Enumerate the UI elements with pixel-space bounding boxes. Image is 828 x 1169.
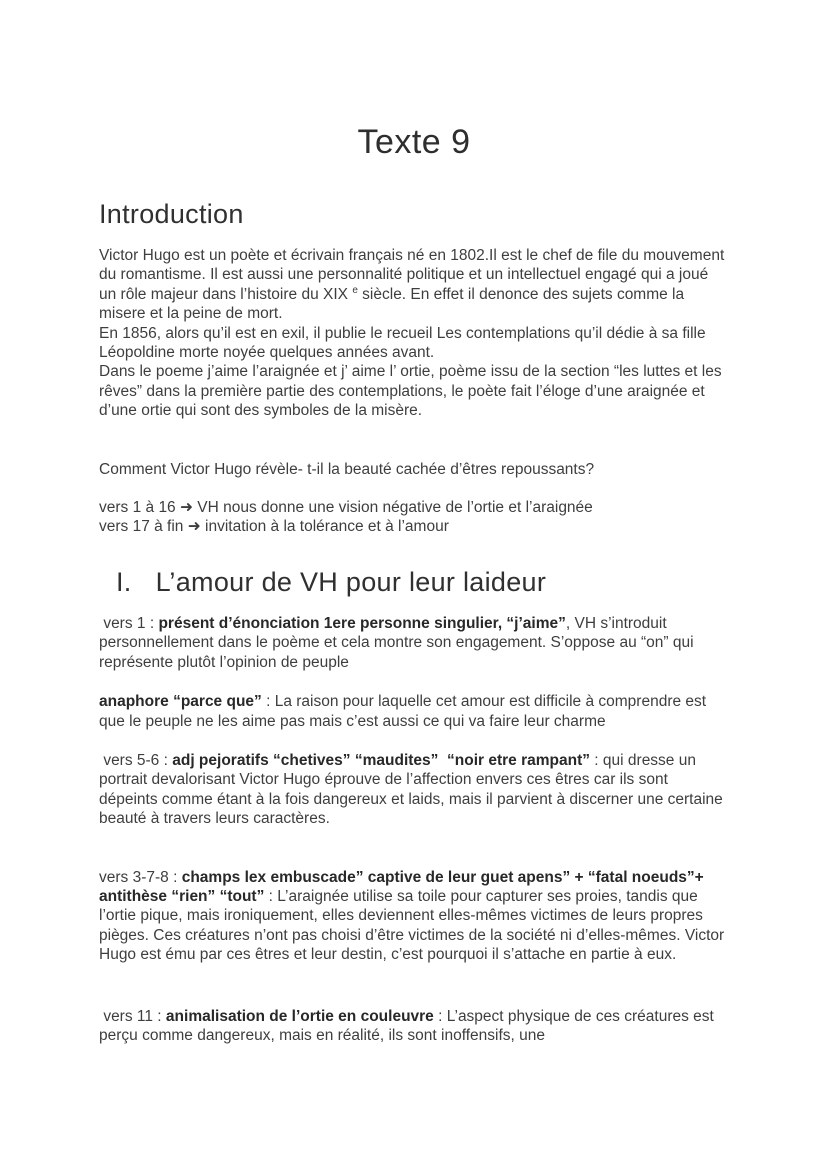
- text-segment: vers 11 :: [99, 1007, 166, 1025]
- text-segment: champs lex embuscade” captive de leur guet apens” + “fatal noeuds”+ antithèse “rien” “tout”: [99, 868, 709, 905]
- text-segment: Dans le poeme j’aime l’araignée et j’ aime l’ ortie, poème issu de la section “les luttes et les rêves” dans la première partie des contemplations, le poète fait l’éloge d’une araignée et d’une ortie qui sont des symboles de la misère.: [99, 363, 726, 420]
- text-segment: anaphore “parce que”: [99, 693, 262, 711]
- section-1-title: L’amour de VH pour leur laideur: [155, 566, 547, 597]
- introduction-paragraph-1: [99, 246, 729, 324]
- analysis-paragraph-3: [99, 751, 729, 829]
- analysis-paragraph-2: [99, 692, 729, 731]
- text-segment: vers 1 :: [99, 614, 159, 632]
- introduction-heading: Introduction: [99, 199, 244, 229]
- text-segment: e: [352, 284, 358, 296]
- section-1-numeral: I.: [116, 566, 132, 597]
- section-1: [99, 567, 729, 1046]
- introduction-section: [99, 199, 729, 537]
- introduction-paragraph-2: [99, 324, 729, 363]
- text-segment: : La raison pour laquelle cet amour est difficile à comprendre est que le peuple ne les aime pas mais c’est aussi ce qui va faire leur charme: [99, 693, 711, 730]
- text-segment: : L’aspect physique de ces créatures est perçu comme dangereux, mais en réalité, ils sont inoffensifs, une: [99, 1007, 719, 1044]
- text-segment: : qui dresse un portrait devalorisant Victor Hugo éprouve de l’affection envers ces êtres car ils sont dépeints comme étant à la fois dangereux et laids, mais il parvient à discerner une certaine beauté à travers leurs caractères.: [99, 751, 728, 828]
- analysis-paragraph-5: [99, 1007, 729, 1046]
- analysis-paragraph-1: [99, 614, 729, 672]
- text-segment: Victor Hugo est un poète et écrivain français né en 1802.Il est le chef de file du mouvement du romantisme. Il est aussi une personnalité politique et un intellectuel engagé qui a joué un rôle majeur dans l’histoire du XIX: [99, 247, 729, 303]
- section-1-heading: [99, 567, 729, 598]
- analysis-paragraph-4: [99, 868, 729, 965]
- document-title: Texte 9: [357, 123, 471, 161]
- text-segment: animalisation de l’ortie en couleuvre: [165, 1007, 434, 1025]
- text-segment: : L’araignée utilise sa toile pour capturer ses proies, tandis que l’ortie pique, mais ironiquement, elles deviennent elles-mêmes victimes de leurs propres pièges. Ces créatures n’ont pas choisi d’être victimes de la société ni d’elles-mêmes. Victor Hugo est ému par ces êtres et leur destin, c’est pourquoi il s’attache en partie à eux.: [99, 887, 729, 964]
- problem-question: [99, 460, 729, 479]
- text-segment: adj pejoratifs “chetives” “maudites” “noir etre rampant”: [172, 751, 590, 769]
- introduction-paragraph-3: [99, 362, 729, 420]
- text-segment: En 1856, alors qu’il est en exil, il publie le recueil Les contemplations qu’il dédie à sa fille Léopoldine morte noyée quelques années avant.: [99, 324, 710, 362]
- text-segment: vers 5-6 :: [99, 751, 173, 769]
- text-segment: vers 3-7-8 :: [99, 868, 182, 886]
- text-segment: Comment Victor Hugo révèle- t-il la beauté cachée d’êtres repoussants?: [99, 460, 595, 478]
- plan-line-1: vers 1 à 16 ➜ VH nous donne une vision négative de l’ortie et l’araignée: [99, 499, 593, 517]
- text-segment: présent d’énonciation 1ere personne singulier, “j’aime”: [158, 614, 566, 632]
- plan-line-2: vers 17 à fin ➜ invitation à la tolérance et à l’amour: [99, 518, 449, 536]
- text-segment: , VH s’introduit personnellement dans le poème et cela montre son engagement. S’oppose au “on” qui représente plutôt l’opinion de peuple: [99, 614, 698, 671]
- text-segment: siècle. En effet il denonce des sujets comme la misere et la peine de mort.: [99, 285, 689, 323]
